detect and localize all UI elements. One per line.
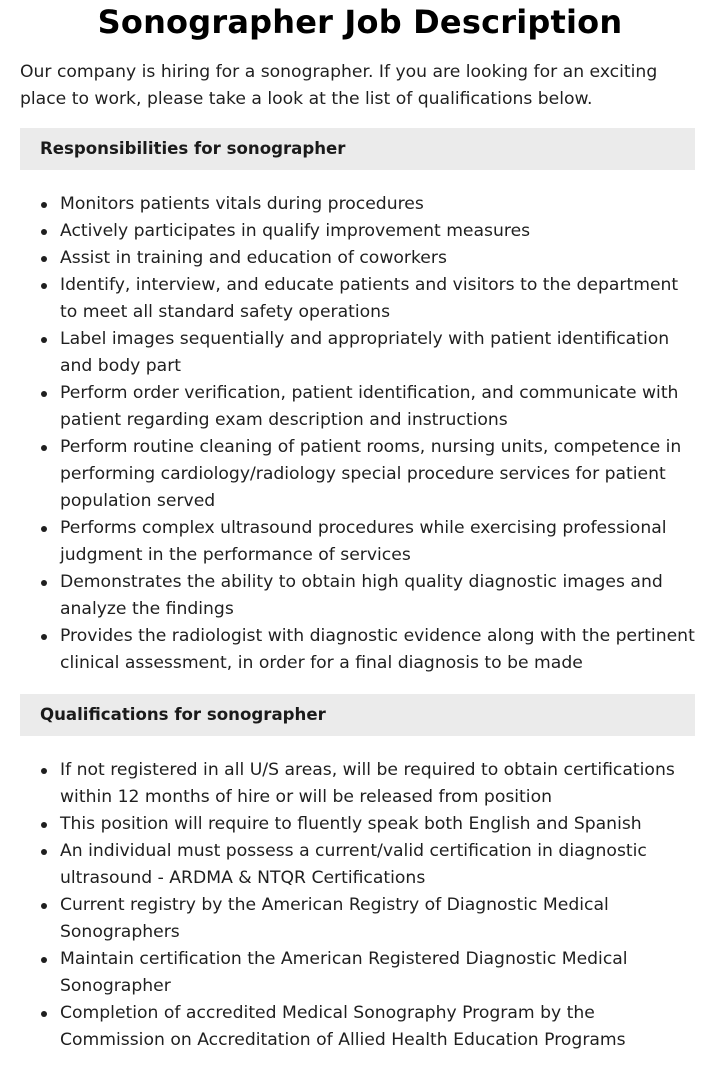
intro-paragraph: Our company is hiring for a sonographer. If you are looking for an exciting place to work, please take a look at the list of qualifications below. bbox=[20, 62, 658, 109]
qualifications-list bbox=[20, 757, 700, 1054]
list-item-text: Monitors patients vitals during procedures bbox=[60, 194, 424, 214]
qualifications-heading: Qualifications for sonographer bbox=[20, 694, 695, 736]
list-item bbox=[20, 191, 700, 218]
list-item-text: Maintain certification the American Registered Diagnostic Medical Sonographer bbox=[60, 949, 628, 996]
list-item bbox=[20, 218, 700, 245]
list-item bbox=[20, 892, 700, 946]
list-item-text: This position will require to fluently speak both English and Spanish bbox=[60, 814, 642, 834]
list-item bbox=[20, 569, 700, 623]
bullet-icon bbox=[41, 849, 47, 855]
list-item bbox=[20, 434, 700, 515]
bullet-icon bbox=[41, 822, 47, 828]
bullet-icon bbox=[41, 283, 47, 289]
bullet-icon bbox=[41, 337, 47, 343]
bullet-icon bbox=[41, 526, 47, 532]
bullet-icon bbox=[41, 445, 47, 451]
bullet-icon bbox=[41, 229, 47, 235]
list-item-text: Demonstrates the ability to obtain high quality diagnostic images and analyze the findings bbox=[60, 572, 663, 619]
list-item-text: If not registered in all U/S areas, will be required to obtain certifications within 12 months of hire or will be released from position bbox=[60, 760, 675, 807]
list-item-text: Assist in training and education of coworkers bbox=[60, 248, 447, 268]
bullet-icon bbox=[41, 391, 47, 397]
bullet-icon bbox=[41, 202, 47, 208]
list-item-text: An individual must possess a current/valid certification in diagnostic ultrasound - ARDMA & NTQR Certifications bbox=[60, 841, 647, 888]
list-item bbox=[20, 380, 700, 434]
list-item bbox=[20, 811, 700, 838]
responsibilities-list bbox=[20, 191, 700, 677]
list-item-text: Identify, interview, and educate patients and visitors to the department to meet all standard safety operations bbox=[60, 275, 679, 322]
bullet-icon bbox=[41, 903, 47, 909]
list-item-text: Provides the radiologist with diagnostic evidence along with the pertinent clinical assessment, in order for a final diagnosis to be made bbox=[60, 626, 695, 673]
bullet-icon bbox=[41, 1011, 47, 1017]
list-item bbox=[20, 838, 700, 892]
bullet-icon bbox=[41, 256, 47, 262]
list-item-text: Performs complex ultrasound procedures while exercising professional judgment in the performance of services bbox=[60, 518, 667, 565]
bullet-icon bbox=[41, 634, 47, 640]
list-item-text: Perform order verification, patient identification, and communicate with patient regarding exam description and instructions bbox=[60, 383, 679, 430]
list-item-text: Current registry by the American Registry of Diagnostic Medical Sonographers bbox=[60, 895, 609, 942]
list-item bbox=[20, 245, 700, 272]
list-item-text: Actively participates in qualify improvement measures bbox=[60, 221, 531, 241]
list-item bbox=[20, 946, 700, 1000]
list-item bbox=[20, 326, 700, 380]
list-item bbox=[20, 623, 700, 677]
list-item-text: Label images sequentially and appropriately with patient identification and body part bbox=[60, 329, 670, 376]
list-item bbox=[20, 1000, 700, 1054]
bullet-icon bbox=[41, 580, 47, 586]
list-item bbox=[20, 272, 700, 326]
list-item-text: Completion of accredited Medical Sonography Program by the Commission on Accreditation of Allied Health Education Programs bbox=[60, 1003, 626, 1050]
bullet-icon bbox=[41, 957, 47, 963]
list-item bbox=[20, 515, 700, 569]
responsibilities-heading: Responsibilities for sonographer bbox=[20, 128, 695, 170]
list-item-text: Perform routine cleaning of patient rooms, nursing units, competence in performing cardiology/radiology special procedure services for patient population served bbox=[60, 437, 682, 511]
list-item bbox=[20, 757, 700, 811]
bullet-icon bbox=[41, 768, 47, 774]
page-title: Sonographer Job Description bbox=[97, 3, 623, 41]
